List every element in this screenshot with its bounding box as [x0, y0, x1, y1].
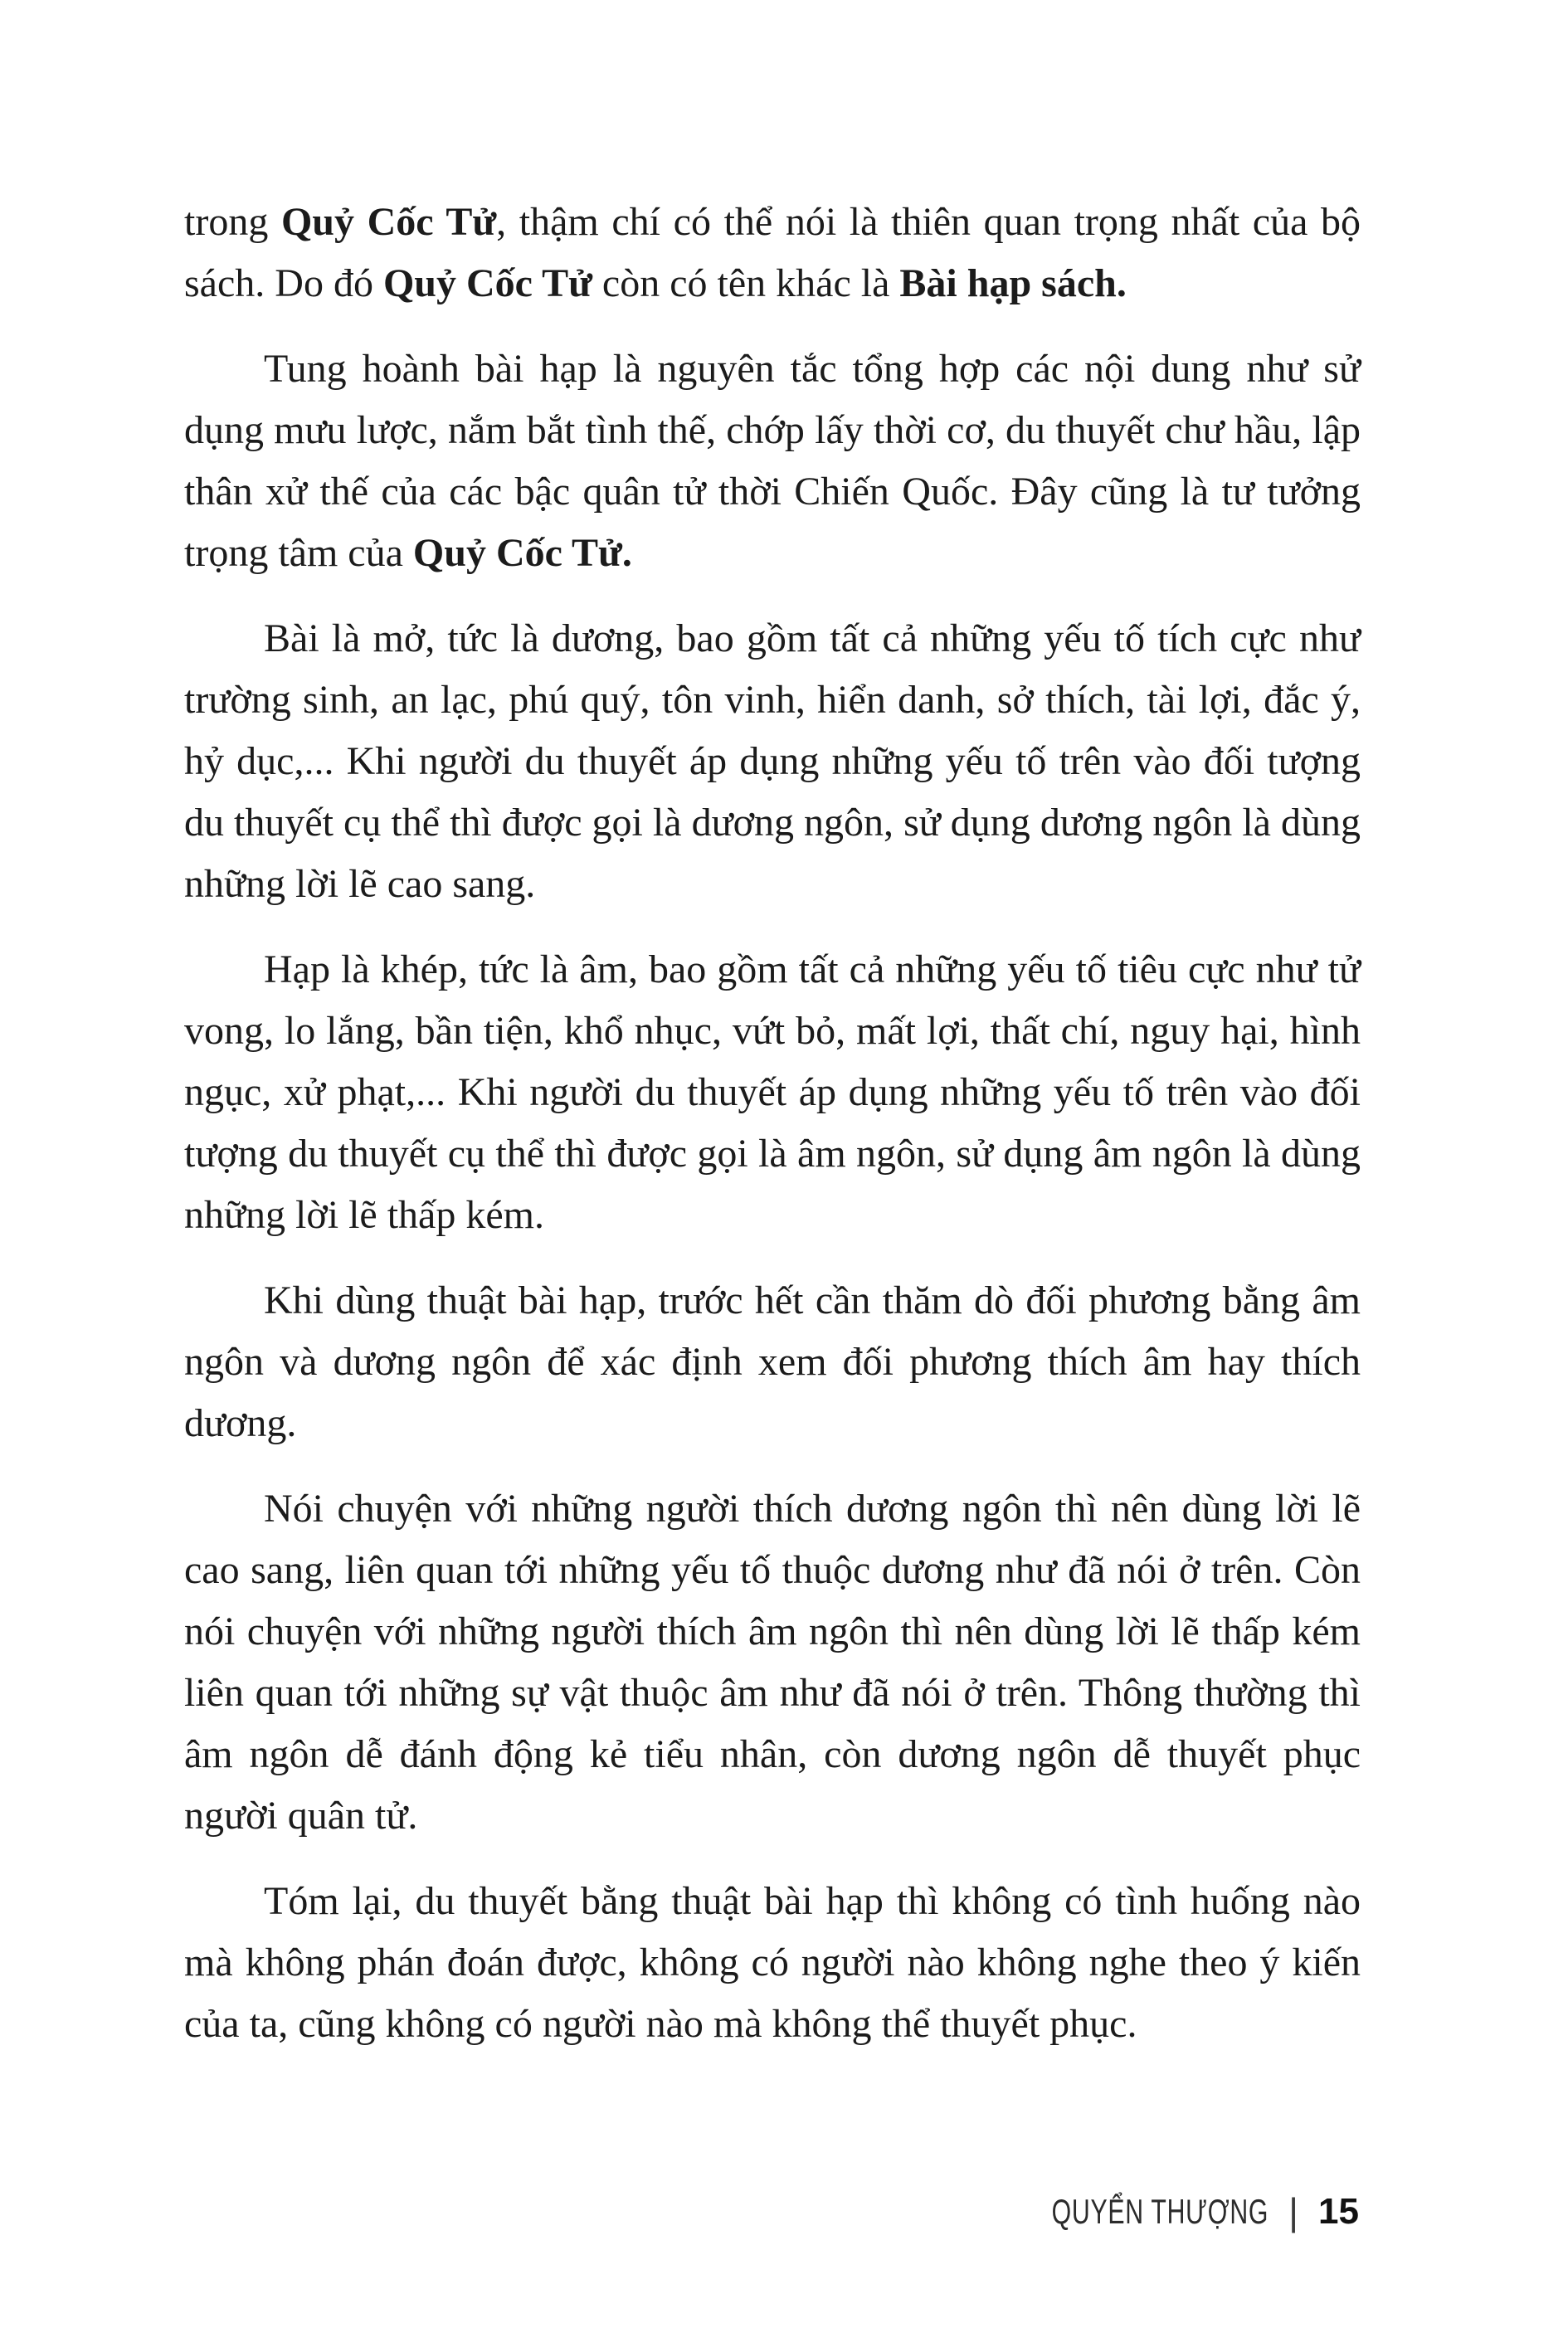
text-run: Nói chuyện với những người thích dương ngôn thì nên dùng lời lẽ cao sang, liên quan tới những yếu tố thuộc dương như đã nói ở trên. Còn nói chuyện với những người thích âm ngôn thì nên dùng lời lẽ thấp kém liên quan tới những sự vật thuộc âm như đã nói ở trên. Thông thường thì âm ngôn dễ đánh động kẻ tiểu nhân, còn dương ngôn dễ thuyết phục người quân tử.	[184, 1487, 1361, 1838]
bold-text-run: Quỷ Cốc Tử	[280, 200, 497, 244]
bold-text-run: Quỷ Cốc Tử	[382, 261, 592, 305]
paragraph	[184, 338, 1361, 584]
page-footer	[967, 2190, 1359, 2233]
paragraph	[184, 1478, 1361, 1847]
footer-separator: |	[1288, 2190, 1299, 2233]
bold-text-run: Quỷ Cốc Tử.	[412, 531, 632, 575]
paragraph	[184, 608, 1361, 915]
text-run: trong	[184, 200, 281, 244]
text-run: còn có tên khác là	[592, 261, 900, 305]
paragraph	[184, 939, 1361, 1246]
text-run: Tung hoành bài hạp là nguyên tắc tổng hợp các nội dung như sử dụng mưu lược, nắm bắt tình thế, chớp lấy thời cơ, du thuyết chư hầu, lập thân xử thế của các bậc quân tử thời Chiến Quốc. Đây cũng là tư tưởng trọng tâm của	[184, 347, 1361, 575]
text-block	[184, 192, 1361, 2079]
text-run: Bài là mở, tức là dương, bao gồm tất cả những yếu tố tích cực như trường sinh, an lạc, phú quý, tôn vinh, hiển danh, sở thích, tài lợi, đắc ý, hỷ dục,... Khi người du thuyết áp dụng những yếu tố trên vào đối tượng du thuyết cụ thể thì được gọi là dương ngôn, sử dụng dương ngôn là dùng những lời lẽ cao sang.	[184, 616, 1361, 906]
paragraph	[184, 1871, 1361, 2055]
page-number: 15	[1318, 2191, 1359, 2232]
text-run: Tóm lại, du thuyết bằng thuật bài hạp thì không có tình huống nào mà không phán đoán được, không có người nào không nghe theo ý kiến của ta, cũng không có người nào mà không thể thuyết phục.	[184, 1879, 1361, 2046]
paragraph	[184, 1270, 1361, 1454]
text-run: Hạp là khép, tức là âm, bao gồm tất cả những yếu tố tiêu cực như tử vong, lo lắng, bần tiện, khổ nhục, vứt bỏ, mất lợi, thất chí, nguy hại, hình ngục, xử phạt,... Khi người du thuyết áp dụng những yếu tố trên vào đối tượng du thuyết cụ thể thì được gọi là âm ngôn, sử dụng âm ngôn là dùng những lời lẽ thấp kém.	[184, 947, 1361, 1237]
text-run: , thậm chí có thể nói là thiên quan trọng nhất của bộ sách. Do đó	[184, 200, 1361, 305]
paragraph	[184, 192, 1361, 314]
text-run: Khi dùng thuật bài hạp, trước hết cần thăm dò đối phương bằng âm ngôn và dương ngôn để xác định xem đối phương thích âm hay thích dương.	[184, 1278, 1361, 1445]
footer-section-label: QUYỂN THƯỢNG	[1051, 2192, 1269, 2231]
bold-text-run: Bài hạp sách.	[899, 261, 1127, 305]
